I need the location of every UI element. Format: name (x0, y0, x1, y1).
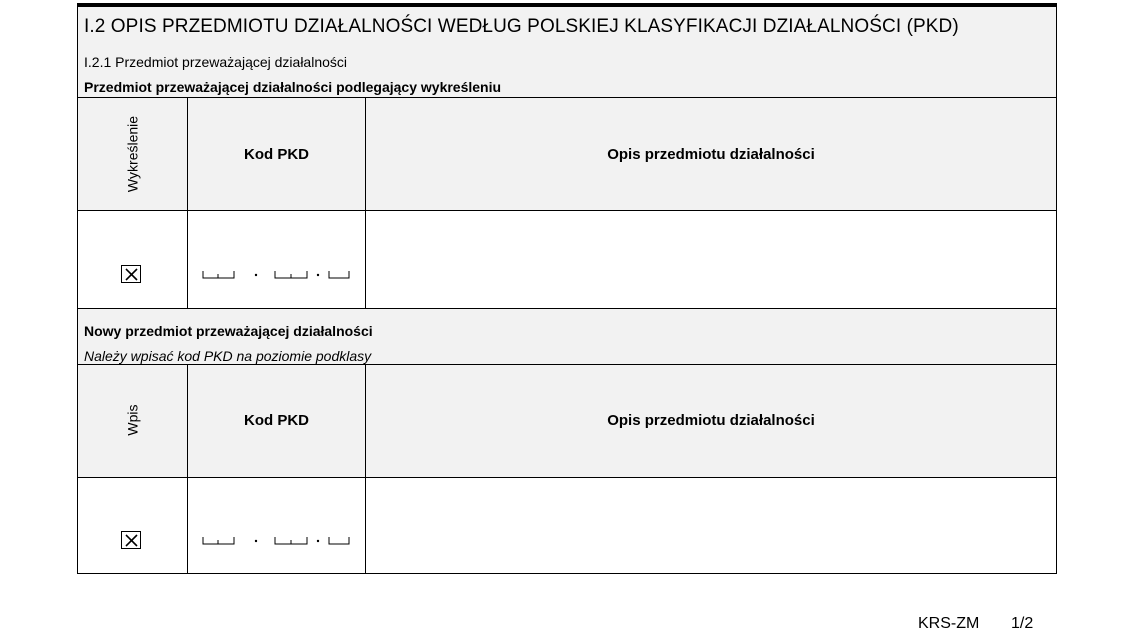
pkd-form-section (77, 3, 1057, 574)
table2-top-border (77, 364, 1057, 365)
removal-col-action-header: Wykreślenie (124, 115, 141, 193)
new-pkd-code-field[interactable] (201, 531, 351, 547)
table1-header-divider (77, 210, 1057, 211)
removal-col-code-header: Kod PKD (244, 146, 309, 163)
removal-value-area (187, 211, 1056, 308)
form-code: KRS-ZM (918, 615, 980, 632)
checkbox-x-icon (122, 266, 142, 284)
removal-checkbox-area (78, 211, 187, 308)
new-col-desc-header: Opis przedmiotu działalności (607, 412, 815, 429)
page-number: 1/2 (1011, 615, 1034, 632)
subsection-title: I.2.1 Przedmiot przeważającej działalności (84, 54, 348, 70)
new-entry-note: Należy wpisać kod PKD na poziomie podklasy (84, 348, 372, 364)
new-entry-heading: Nowy przedmiot przeważającej działalności (84, 323, 373, 339)
table1-top-border (77, 97, 1057, 98)
new-col-action-header: Wpis (124, 404, 141, 436)
new-checkbox[interactable] (121, 531, 141, 549)
checkbox-x-icon (122, 532, 142, 550)
table1-col-divider-1 (187, 97, 188, 309)
table1-bottom-border (77, 308, 1057, 309)
table1-col-divider-2 (365, 97, 366, 309)
new-checkbox-area (78, 478, 187, 573)
table2-col-divider-2 (365, 364, 366, 574)
removal-col-desc-header: Opis przedmiotu działalności (607, 146, 815, 163)
section-title: I.2 OPIS PRZEDMIOTU DZIAŁALNOŚCI WEDŁUG POLSKIEJ KLASYFIKACJI DZIAŁALNOŚCI (PKD) (84, 16, 959, 37)
removal-heading: Przedmiot przeważającej działalności podlegający wykreśleniu (84, 79, 502, 95)
table2-header-divider (77, 477, 1057, 478)
removal-pkd-code-field[interactable] (201, 265, 351, 281)
removal-checkbox[interactable] (121, 265, 141, 283)
new-value-area (187, 478, 1056, 573)
new-col-code-header: Kod PKD (244, 412, 309, 429)
table2-col-divider-1 (187, 364, 188, 574)
